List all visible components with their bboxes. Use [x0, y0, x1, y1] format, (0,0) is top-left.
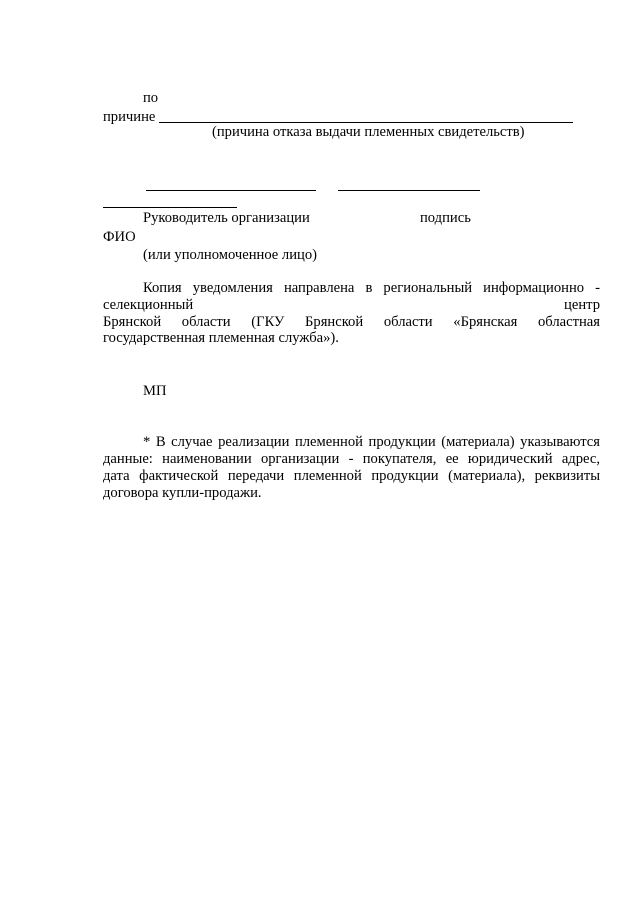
head-label: Руководитель организации — [143, 210, 310, 226]
copy-notice-line-3: Брянской области (ГКУ Брянской области «Брянская областная — [103, 314, 600, 330]
footnote-line-1: * В случае реализации племенной продукции (материала) указываются — [143, 434, 600, 450]
copy-notice-line-2 — [103, 297, 600, 314]
copy-notice-line-1: Копия уведомления направлена в региональный информационно - — [143, 280, 600, 296]
footnote-line-2: данные: наименовании организации - покупателя, ее юридический адрес, — [103, 451, 600, 467]
fio-label: ФИО — [103, 229, 136, 245]
authorized-label: (или уполномоченное лицо) — [143, 247, 317, 263]
prichine-label: причине — [103, 109, 156, 125]
copy-notice-line-2-left: селекционный — [103, 297, 194, 313]
po-label: по — [143, 90, 159, 106]
footnote-line-4: договора купли-продажи. — [103, 485, 262, 501]
reason-fill-line — [159, 122, 573, 123]
footnote-line-3: дата фактической передачи племенной продукции (материала), реквизиты — [103, 468, 600, 484]
fio-line — [103, 207, 237, 208]
stamp-mp: МП — [143, 383, 167, 399]
signature-line — [338, 190, 480, 191]
signature-label: подпись — [420, 210, 471, 226]
head-signature-line — [146, 190, 316, 191]
copy-notice-line-2-right: центр — [564, 297, 600, 313]
copy-notice-line-4: государственная племенная служба»). — [103, 330, 339, 346]
reason-caption: (причина отказа выдачи племенных свидетельств) — [212, 124, 525, 140]
